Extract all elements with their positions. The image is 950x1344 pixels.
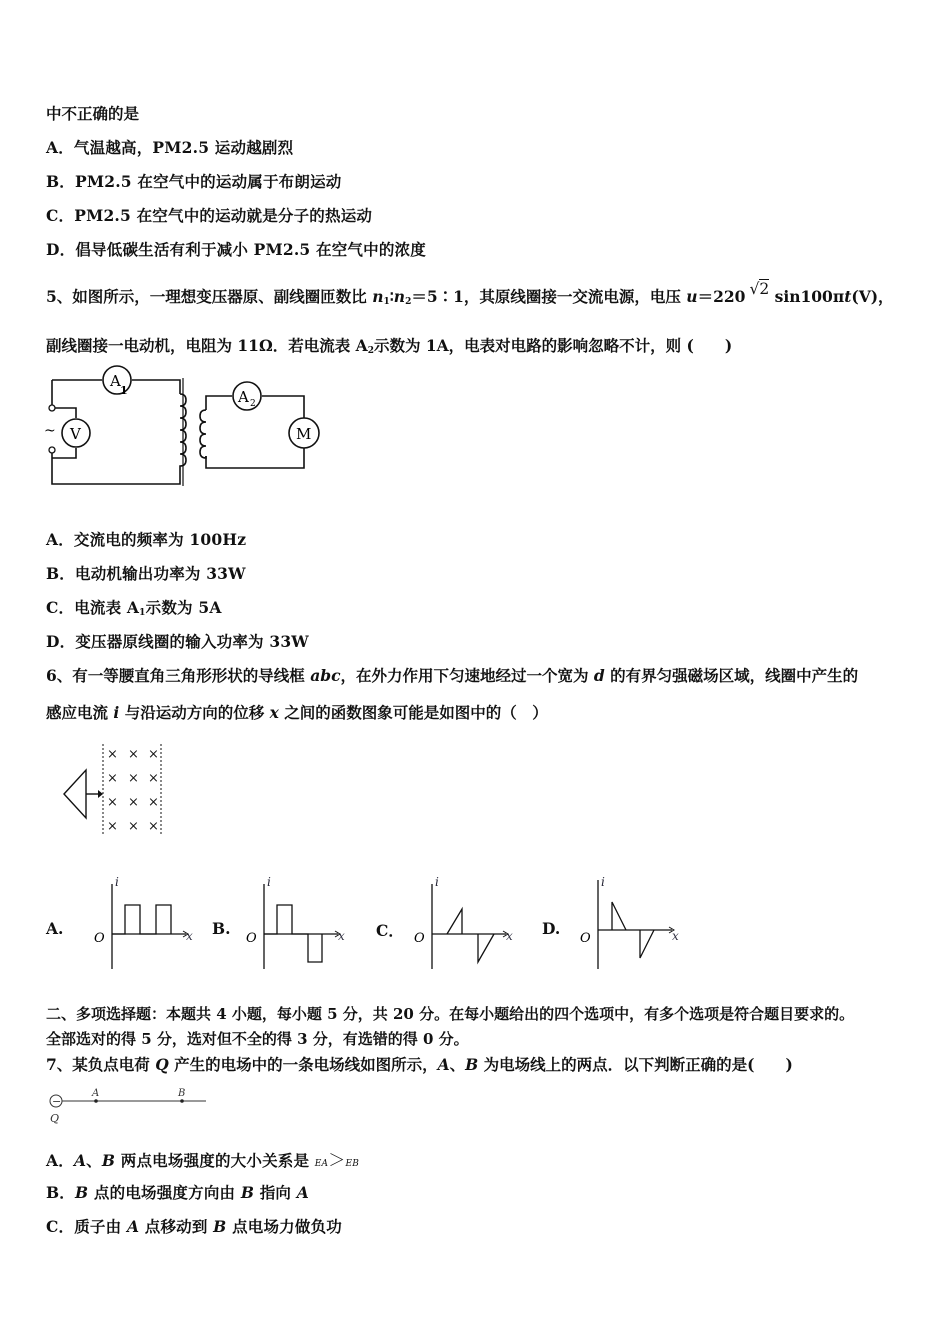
graph-d bbox=[576, 872, 686, 972]
axes bbox=[112, 884, 186, 969]
svg-text:x: x bbox=[672, 929, 679, 943]
graph-a-curve bbox=[112, 905, 171, 934]
q7-option-c: C．质子由 A 点移动到 B 点电场力做负功 bbox=[46, 1217, 342, 1236]
svg-text:×: × bbox=[128, 747, 139, 762]
terminal-bottom bbox=[49, 447, 55, 453]
svg-text:×: × bbox=[107, 771, 118, 786]
q4-option-b: B．PM2.5 在空气中的运动属于布朗运动 bbox=[46, 172, 342, 191]
triangle-field-figure bbox=[56, 740, 168, 840]
q5-option-c: C．电流表 $A_1$示数为 5A bbox=[46, 598, 222, 618]
q6-graph-label-d: D. bbox=[542, 919, 561, 938]
graph-a bbox=[90, 872, 200, 972]
q6-graph-label-c: C． bbox=[376, 921, 404, 940]
q4-option-a: A．气温越高，PM2.5 运动越剧烈 bbox=[46, 138, 294, 157]
q5-option-b: B．电动机输出功率为 33W bbox=[46, 564, 246, 583]
arrow-head bbox=[98, 790, 103, 798]
ac-source-symbol: ~ bbox=[44, 423, 56, 439]
q6-graph-label-b: B. bbox=[212, 919, 231, 938]
q4-option-c: C．PM2.5 在空气中的运动就是分子的热运动 bbox=[46, 206, 373, 225]
svg-text:x: x bbox=[506, 929, 513, 943]
svg-text:i: i bbox=[601, 875, 605, 889]
q4-stem-tail: 中不正确的是 bbox=[46, 104, 140, 123]
svg-text:i: i bbox=[115, 875, 119, 889]
q6-stem-line1: 6、有一等腰直角三角形形状的导线框 abc，在外力作用下匀速地经过一个宽为 d 的有界匀强磁场区域，线圈中产生的 bbox=[46, 666, 859, 685]
svg-text:O: O bbox=[580, 931, 591, 946]
q7-stem: 7、某负点电荷 Q 产生的电场中的一条电场线如图所示，A、B 为电场线上的两点．以下判断正确的是( ) bbox=[46, 1055, 793, 1074]
q5-option-d: D．变压器原线圈的输入功率为 33W bbox=[46, 632, 309, 651]
axes bbox=[432, 884, 506, 969]
q5-stem-line2: 副线圈接一电动机，电阻为 11Ω．若电流表 $A_2$示数为 1A，电表对电路的影响忽略不计，则 ( ) bbox=[46, 336, 733, 356]
svg-text:O: O bbox=[94, 931, 105, 946]
svg-text:M: M bbox=[296, 425, 312, 443]
triangle-loop bbox=[64, 770, 86, 818]
point-b bbox=[180, 1099, 184, 1103]
field-marks bbox=[107, 747, 159, 834]
svg-text:×: × bbox=[148, 771, 159, 786]
secondary-coil bbox=[200, 410, 206, 458]
svg-text:i: i bbox=[435, 875, 439, 889]
svg-text:×: × bbox=[148, 819, 159, 834]
svg-text:x: x bbox=[186, 929, 193, 943]
svg-text:1: 1 bbox=[120, 384, 128, 397]
transformer-circuit-figure bbox=[40, 364, 330, 490]
svg-text:B: B bbox=[178, 1088, 186, 1099]
svg-text:×: × bbox=[128, 795, 139, 810]
svg-text:A: A bbox=[238, 388, 249, 406]
graph-c-curve bbox=[447, 909, 494, 962]
axes bbox=[264, 884, 338, 969]
svg-text:Q: Q bbox=[50, 1112, 60, 1125]
svg-text:x: x bbox=[338, 929, 345, 943]
q6-graph-label-a: A. bbox=[46, 919, 64, 938]
svg-text:×: × bbox=[128, 819, 139, 834]
q7-option-a: A．A、B 两点电场强度的大小关系是 EA＞EB bbox=[46, 1151, 360, 1171]
svg-text:A: A bbox=[110, 372, 121, 390]
axes bbox=[598, 880, 672, 969]
section2-heading-line2: 全部选对的得 5 分，选对但不全的得 3 分，有选错的得 0 分。 bbox=[46, 1030, 469, 1048]
svg-text:A: A bbox=[92, 1088, 100, 1099]
svg-text:×: × bbox=[107, 747, 118, 762]
svg-text:−: − bbox=[52, 1095, 62, 1108]
graph-c bbox=[410, 872, 520, 972]
svg-text:×: × bbox=[148, 795, 159, 810]
svg-text:×: × bbox=[148, 747, 159, 762]
q4-option-d: D．倡导低碳生活有利于减小 PM2.5 在空气中的浓度 bbox=[46, 240, 426, 259]
q5-option-a: A．交流电的频率为 100Hz bbox=[46, 530, 247, 549]
terminal-top bbox=[49, 405, 55, 411]
svg-text:O: O bbox=[414, 931, 425, 946]
field-line-figure bbox=[44, 1084, 214, 1126]
svg-text:V: V bbox=[70, 425, 81, 443]
svg-text:i: i bbox=[267, 875, 271, 889]
svg-text:×: × bbox=[107, 819, 118, 834]
point-a bbox=[94, 1099, 98, 1103]
section2-heading-line1: 二、多项选择题：本题共 4 小题，每小题 5 分，共 20 分。在每小题给出的四个选项中，有多个选项是符合题目要求的。 bbox=[46, 1005, 855, 1023]
svg-text:×: × bbox=[107, 795, 118, 810]
svg-text:O: O bbox=[246, 931, 257, 946]
graph-b bbox=[242, 872, 352, 972]
svg-text:×: × bbox=[128, 771, 139, 786]
sqrt-symbol: √2 bbox=[749, 280, 770, 298]
q6-stem-line2: 感应电流 i 与沿运动方向的位移 x 之间的函数图象可能是如图中的（ ） bbox=[46, 703, 548, 722]
q7-option-b: B．B 点的电场强度方向由 B 指向 A bbox=[46, 1183, 309, 1202]
svg-text:2: 2 bbox=[250, 399, 256, 409]
q5-stem-line1: 5、如图所示，一理想变压器原、副线圈匝数比 $n_1∶n_2=5∶1$，其原线圈接一交流电源，电压 u＝220 √2 sin100πt(V)， bbox=[46, 280, 894, 307]
